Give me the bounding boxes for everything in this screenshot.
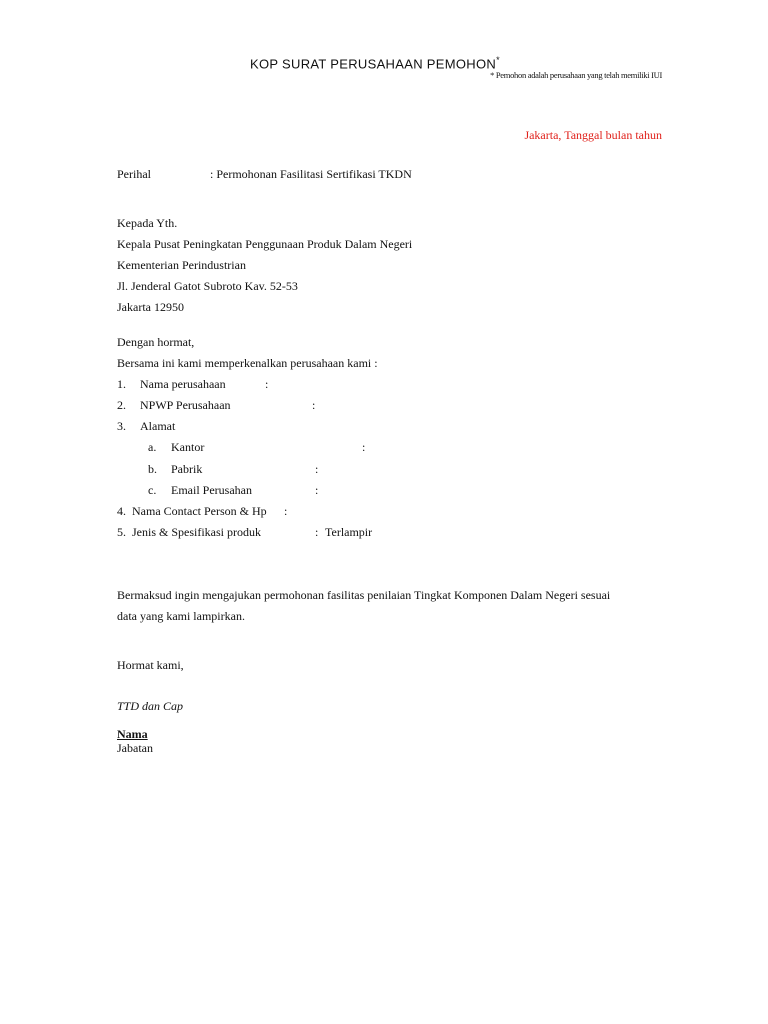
intro: Bersama ini kami memperkenalkan perusahaan kami : <box>117 356 378 370</box>
item-3-label: Alamat <box>140 419 176 433</box>
item-3-number: 3. <box>117 419 126 433</box>
subitem-b-colon: : <box>315 462 319 476</box>
item-5-colon: : <box>315 525 319 539</box>
item-1-colon: : <box>265 377 269 391</box>
item-2-label: NPWP Perusahaan <box>140 398 231 412</box>
item-2-number: 2. <box>117 398 126 412</box>
item-1-label: Nama perusahaan <box>140 377 226 391</box>
greeting: Dengan hormat, <box>117 335 195 349</box>
subitem-b-number: b. <box>148 462 157 476</box>
subitem-c-label: Email Perusahan <box>171 483 252 497</box>
subitem-c-colon: : <box>315 483 319 497</box>
letterhead-title <box>250 55 500 71</box>
date-place: Jakarta, Tanggal bulan tahun <box>524 128 662 142</box>
recipient-line-3: Kementerian Perindustrian <box>117 258 246 272</box>
subitem-b-label: Pabrik <box>171 462 203 476</box>
paragraph-line-2: data yang kami lampirkan. <box>117 609 245 623</box>
subitem-c-number: c. <box>148 483 157 497</box>
recipient-line-2: Kepala Pusat Peningkatan Penggunaan Produk Dalam Negeri <box>117 237 413 251</box>
closing-ttd: TTD dan Cap <box>117 699 184 713</box>
item-4-label: Nama Contact Person & Hp <box>132 504 267 518</box>
letterhead-footnote: * Pemohon adalah perusahaan yang telah memiliki IUI <box>490 70 662 80</box>
recipient-line-5: Jakarta 12950 <box>117 300 184 314</box>
paragraph-line-1: Bermaksud ingin mengajukan permohonan fasilitas penilaian Tingkat Komponen Dalam Negeri sesuai <box>117 588 611 602</box>
closing-nama: Nama <box>117 727 148 741</box>
subitem-a-colon: : <box>362 440 366 454</box>
item-4-colon: : <box>284 504 288 518</box>
closing-jabatan: Jabatan <box>117 741 153 755</box>
letterhead-title-text: KOP SURAT PERUSAHAAN PEMOHON <box>250 56 497 72</box>
subitem-a-label: Kantor <box>171 440 205 454</box>
item-5-value: Terlampir <box>325 525 373 539</box>
perihal-label: Perihal <box>117 167 151 181</box>
perihal-value: : Permohonan Fasilitasi Sertifikasi TKDN <box>210 167 412 181</box>
subitem-a-number: a. <box>148 440 157 454</box>
item-2-colon: : <box>312 398 316 412</box>
item-1-number: 1. <box>117 377 126 391</box>
item-5-number: 5. <box>117 525 126 539</box>
recipient-line-4: Jl. Jenderal Gatot Subroto Kav. 52-53 <box>117 279 298 293</box>
item-4-number: 4. <box>117 504 126 518</box>
recipient-line-1: Kepada Yth. <box>117 216 178 230</box>
item-5-label: Jenis & Spesifikasi produk <box>132 525 261 539</box>
closing-hormat: Hormat kami, <box>117 658 184 672</box>
letterhead-footnote-mark: * <box>496 55 500 65</box>
